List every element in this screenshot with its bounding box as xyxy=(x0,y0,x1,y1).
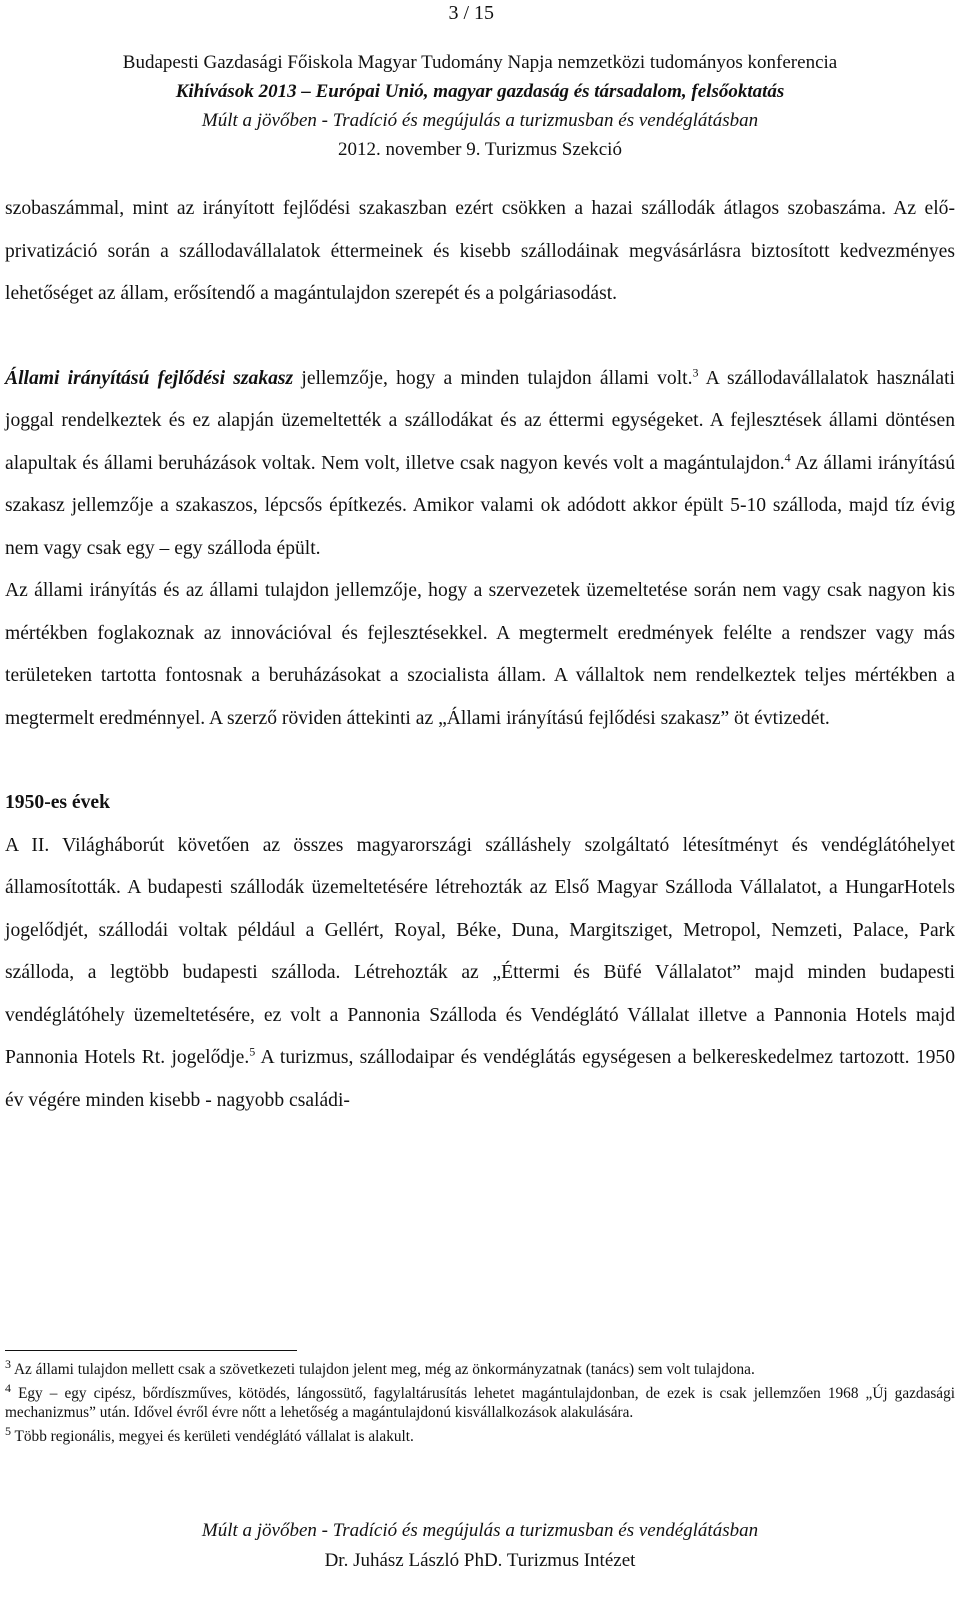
footnote-5: $^5$ Több regionális, megyei és kerületi vendéglátó vállalat is alakult. xyxy=(5,1423,414,1445)
paragraph-4: A II. Világháborút követően az összes magyarországi szálláshely szolgáltató létesítményt és vendéglátóhelyet államosították. A budapesti szállodák üzemeltetésére létrehozták az Első Magyar Szálloda Vállalatot, a HungarHotels jogelődjét, szállodái voltak például a Gellért, Royal, Béke, Duna, Margitsziget, Metropol, Nemzeti, Palace, Park szálloda, a legtöbb budapesti szálloda. Létrehozták az „Éttermi és Büfé Vállalatot” majd minden budapesti vendéglátóhely üzemeltetésére, ez volt a Pannonia Szálloda és Vendéglátó Vállalat illetve a Pannonia Hotels majd Pannonia Hotels Rt. jogelődje.$^5$ A turizmus, szállodaipar és vendéglátás egységesen a belkereskedelmez tartozott. 1950 év végére minden kisebb - nagyobb családi- xyxy=(5,834,956,1111)
footer-author: Dr. Juhász László PhD. Turizmus Intézet xyxy=(324,1550,636,1571)
paragraph-2-lead: Állami irányítású fejlődési szakasz xyxy=(5,367,294,389)
paragraph-1: szobaszámmal, mint az irányított fejlődési szakaszban ezért csökken a hazai szállodák átlagos szobaszáma. Az elő-privatizáció során a szállodavállalatok éttermeinek és kisebb szállodáinak megvásárlásra biztosított kedvezményes lehetőséget az állam, erősítendő a magántulajdon szerepét és a polgáriasodást. xyxy=(5,198,955,304)
page-footer xyxy=(0,1516,960,1576)
footnote-ref-5: 5 xyxy=(249,1044,256,1059)
footnote-ref-3: 3 xyxy=(692,364,699,379)
header-section-theme: Múlt a jövőben - Tradíció és megújulás a turizmusban és vendéglátásban xyxy=(201,110,759,131)
footnotes xyxy=(5,1356,955,1450)
header-date-section: 2012. november 9. Turizmus Szekció xyxy=(338,139,622,160)
page-header xyxy=(0,48,960,164)
footnote-3: $^3$ Az állami tulajdon mellett csak a szövetkezeti tulajdon jelent meg, még az önkormányzatnak (tanács) sem volt tulajdona. xyxy=(5,1356,755,1378)
section-title: 1950-es évek xyxy=(5,792,111,813)
page-number: 3 / 15 xyxy=(448,2,494,24)
paragraph-2: Állami irányítású fejlődési szakasz jellemzője, hogy a minden tulajdon állami volt.$^3$ A szállodavállalatok használati joggal rendelkeztek és ez alapján üzemeltették a szállodákat és az éttermi egységeket. A fejlesztések állami döntésen alapultak és állami beruházások voltak. Nem volt, illetve csak nagyon kevés volt a magántulajdon.$^4$ Az állami irányítású szakasz jellemzője a szakaszos, lépcsős építkezés. Amikor valami ok adódott akkor épült 5-10 szálloda, majd tíz évig nem vagy csak egy – egy szálloda épült. xyxy=(5,364,955,559)
footer-theme: Múlt a jövőben - Tradíció és megújulás a turizmusban és vendéglátásban xyxy=(201,1520,759,1541)
document-body xyxy=(5,188,955,1122)
header-conference-title: Budapesti Gazdasági Főiskola Magyar Tudomány Napja nemzetközi tudományos konferencia xyxy=(122,52,838,73)
footnote-separator xyxy=(5,1350,297,1351)
paragraph-3: Az állami irányítás és az állami tulajdon jellemzője, hogy a szervezetek üzemeltetése során nem vagy csak nagyon kis mértékben foglakoznak az innovációval és fejlesztésekkel. A megtermelt eredmények felélte a rendszer vagy más területeken tartotta fontosnak a beruházásokat a szocialista állam. A vállaltok nem rendelkeztek teljes mértékben a megtermelt eredménnyel. A szerző röviden áttekinti az „Állami irányítású fejlődési szakasz” öt évtizedét. xyxy=(5,580,955,729)
header-conference-subtitle: Kihívások 2013 – Európai Unió, magyar gazdaság és társadalom, felsőoktatás xyxy=(175,81,785,102)
footnote-4: $^4$ Egy – egy cipész, bőrdíszműves, kötödés, lángossütő, fagylaltárusítás lehetet magántulajdonban, de ezek is csak jellemzően 1968 „Új gazdasági mechanizmus” után. Idővel évről évre nőtt a lehetőség a magántulajdonú kisvállalkozások alakulására. xyxy=(5,1380,955,1421)
footnote-ref-4: 4 xyxy=(784,449,791,464)
